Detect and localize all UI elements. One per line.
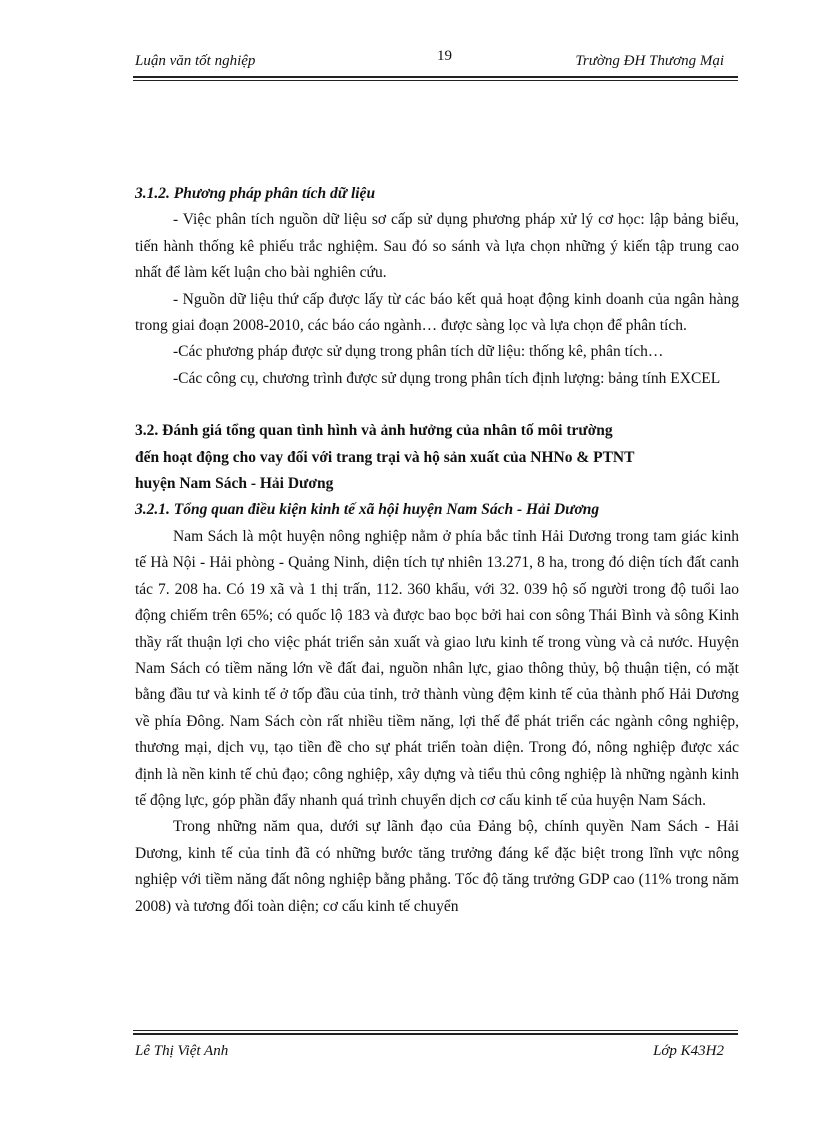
paragraph: Trong những năm qua, dưới sự lãnh đạo của Đảng bộ, chính quyền Nam Sách - Hải Dương, kinh tế của tỉnh đã có những bước tăng trưởng đáng kể đặc biệt trong lĩnh vực nông nghiệp với tiềm năng đất nông nghiệp bằng phẳng. Tốc độ tăng trưởng GDP cao (11% trong năm 2008) và tương đối toàn diện; cơ cấu kinh tế chuyển: [135, 818, 739, 915]
paragraph: Nam Sách là một huyện nông nghiệp nằm ở phía bắc tỉnh Hải Dương trong tam giác kinh tế Hà Nội - Hải phòng - Quảng Ninh, diện tích tự nhiên 13.271, 8 ha, trong đó diện tích đất canh tác 7. 208 ha. Có 19 xã và 1 thị trấn, 112. 360 khẩu, với 32. 039 hộ số người trong độ tuổi lao động chiếm trên 65%; có quốc lộ 183 và được bao bọc bởi hai con sông Thái Bình và sông Kinh thầy rất thuận lợi cho việc phát triển sản xuất và giao lưu kinh tế trong vùng và cả nước. Huyện Nam Sách có tiềm năng lớn về đất đai, nguồn nhân lực, giao thông thủy, bộ thuận tiện, có mặt bằng đầu tư và kinh tế ở tốp đầu của tỉnh, trở thành vùng đệm kinh tế của thành phố Hải Dương về phía Đông. Nam Sách còn rất nhiều tiềm năng, lợi thế để phát triển các ngành công nghiệp, thương mại, dịch vụ, tạo tiền đề cho sự phát triển toàn diện. Trong đó, nông nghiệp được xác định là nền kinh tế chủ đạo; công nghiệp, xây dựng và tiểu thủ công nghiệp là những ngành kinh tế động lực, góp phần đẩy nhanh quá trình chuyển dịch cơ cấu kinh tế của huyện Nam Sách.: [135, 527, 739, 809]
footer-rule-thin: [133, 1030, 738, 1031]
footer-class: Lớp K43H2: [653, 1043, 724, 1059]
header-rule-thin: [133, 80, 738, 81]
footer-author: Lê Thị Việt Anh: [135, 1043, 229, 1059]
paragraph: - Nguồn dữ liệu thứ cấp được lấy từ các báo kết quả hoạt động kinh doanh của ngân hàng trong giai đoạn 2008-2010, các báo cáo ngành… được sàng lọc và lựa chọn để phân tích.: [135, 290, 739, 335]
heading-3-2-1: 3.2.1. Tổng quan điều kiện kinh tế xã hội huyện Nam Sách - Hải Dương: [135, 501, 600, 519]
header-university: Trường ĐH Thương Mại: [575, 53, 724, 69]
header-thesis-label: Luận văn tốt nghiệp: [135, 53, 256, 69]
header-rule-thick: [133, 76, 738, 78]
document-body: [135, 181, 739, 920]
heading-3-2-line-2: đến hoạt động cho vay đối với trang trại và hộ sản xuất của NHNo & PTNT: [135, 448, 635, 466]
heading-3-2-line-1: 3.2. Đánh giá tổng quan tình hình và ảnh hưởng của nhân tố môi trường: [135, 422, 613, 440]
paragraph: -Các công cụ, chương trình được sử dụng trong phân tích định lượng: bảng tính EXCEL: [173, 369, 721, 387]
heading-3-1-2: 3.1.2. Phương pháp phân tích dữ liệu: [135, 185, 376, 202]
heading-3-2-line-3: huyện Nam Sách - Hải Dương: [135, 475, 334, 493]
paragraph: - Việc phân tích nguồn dữ liệu sơ cấp sử dụng phương pháp xử lý cơ học: lập bảng biểu, tiến hành thống kê phiếu trắc nghiệm. Sau đó so sánh và lựa chọn những ý kiến tập trung cao nhất để làm kết luận cho bài nghiên cứu.: [135, 211, 739, 282]
footer-rule-thick: [133, 1033, 738, 1035]
page-number: 19: [437, 48, 452, 64]
paragraph: -Các phương pháp được sử dụng trong phân tích dữ liệu: thống kê, phân tích…: [173, 343, 664, 361]
